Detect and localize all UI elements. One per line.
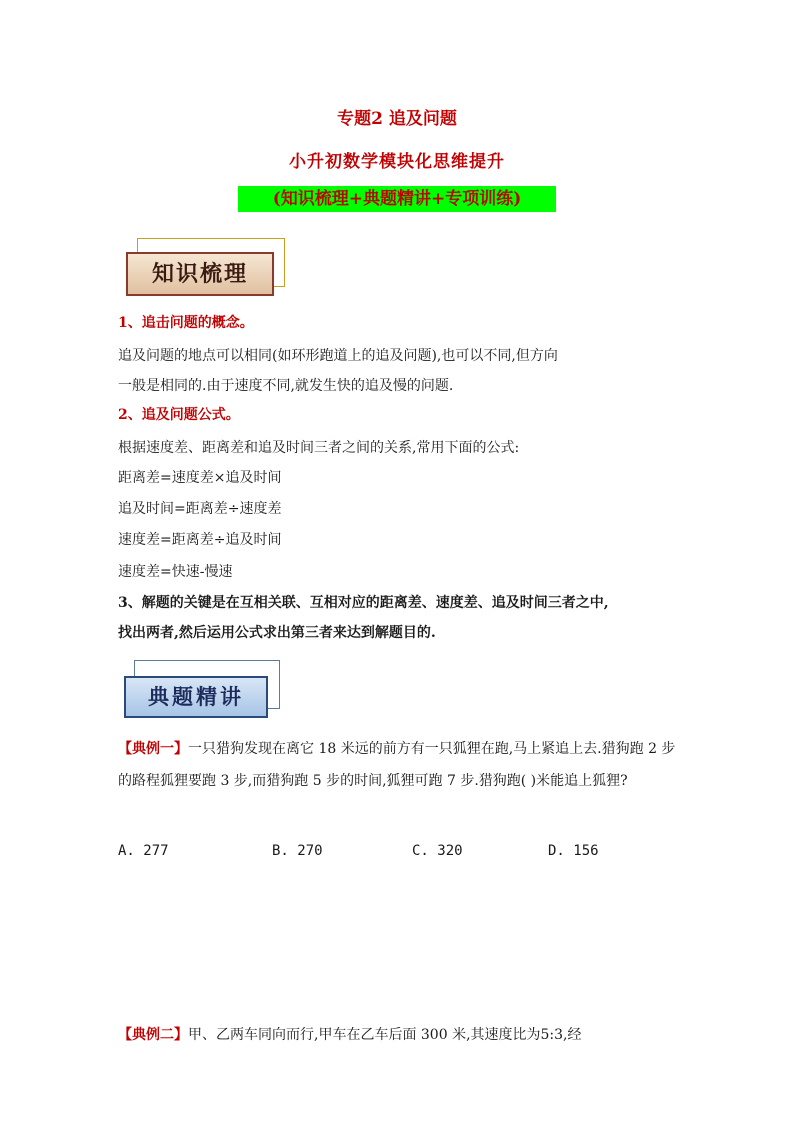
knowledge-banner-label: 知识梳理 [126,252,274,296]
example-2-label: 【典例二】 [118,1027,188,1043]
formula-4: 速度差=快速-慢速 [118,564,233,580]
knowledge-paragraph-2: 根据速度差、距离差和追及时间三者之间的关系,常用下面的公式: [118,440,520,456]
highlight-tag: (知识梳理+典题精讲+专项训练) [238,186,556,212]
formula-1: 距离差=速度差×追及时间 [118,470,282,486]
example-1-label: 【典例一】 [118,741,188,757]
knowledge-paragraph-3a: 3、解题的关键是在互相关联、互相对应的距离差、速度差、追及时间三者之中, [118,595,609,611]
examples-banner-label: 典题精讲 [124,676,268,718]
page-title: 专题2 追及问题 [337,109,457,129]
example-1 [118,733,678,797]
knowledge-paragraph-1a: 追及问题的地点可以相同(如环形跑道上的追及问题),也可以不同,但方向 [118,348,558,364]
example-1-text: 一只猎狗发现在离它 18 米远的前方有一只狐狸在跑,马上紧追上去.猎狗跑 2 步的路程狐狸要跑 3 步,而猎狗跑 5 步的时间,狐狸可跑 7 步.猎狗跑( )米能追上狐狸? [118,741,676,789]
option-d: D. 156 [548,843,599,859]
option-a: A. 277 [118,843,169,859]
examples-banner [124,660,282,720]
page-subtitle: 小升初数学模块化思维提升 [289,152,505,172]
knowledge-heading-1: 1、追击问题的概念。 [118,315,254,331]
knowledge-paragraph-3b: 找出两者,然后运用公式求出第三者来达到解题目的. [118,625,436,641]
knowledge-banner [126,238,286,298]
example-2-text: 甲、乙两车同向而行,甲车在乙车后面 300 米,其速度比为5:3,经 [188,1027,582,1043]
knowledge-paragraph-1b: 一般是相同的.由于速度不同,就发生快的追及慢的问题. [118,378,454,394]
formula-2: 追及时间=距离差÷速度差 [118,501,282,517]
option-b: B. 270 [272,843,323,859]
knowledge-heading-2: 2、追及问题公式。 [118,407,240,423]
option-c: C. 320 [412,843,463,859]
formula-3: 速度差=距离差÷追及时间 [118,532,282,548]
example-2 [118,1019,678,1051]
